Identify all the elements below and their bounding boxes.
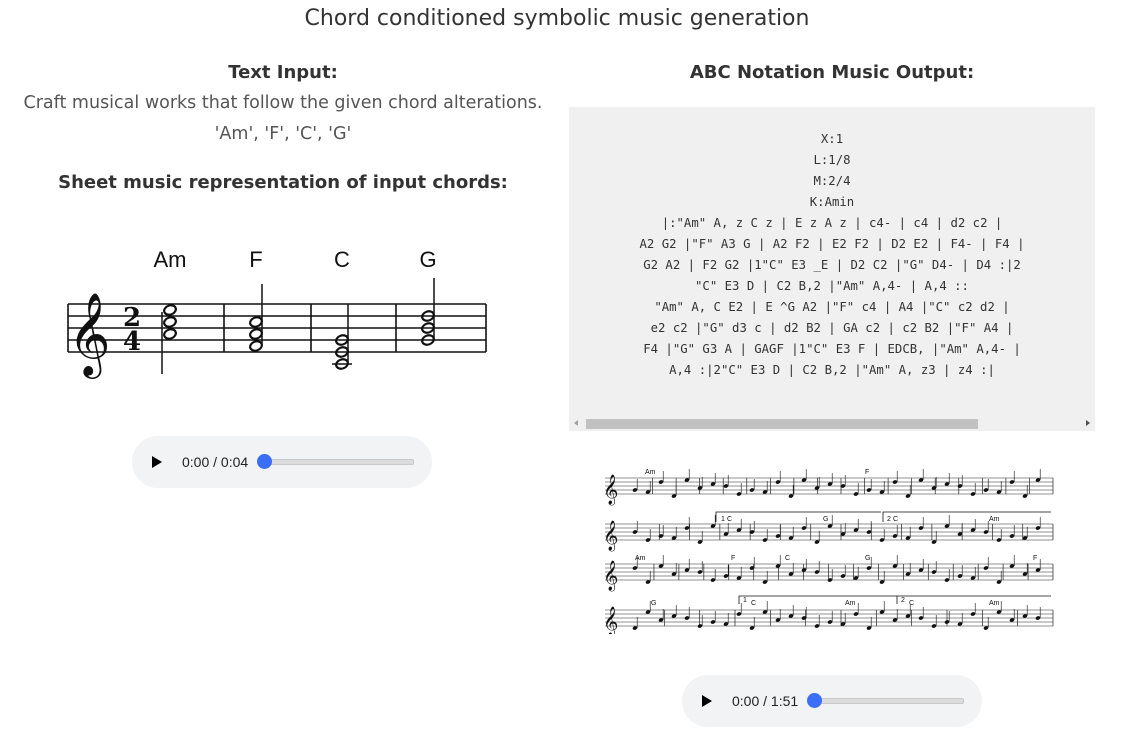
audio-time: 0:00 / 0:04 [182,454,249,470]
svg-text:2: 2 [901,597,905,604]
treble-clef-icon: 𝄞 [603,561,619,591]
treble-clef-icon: 𝄞 [603,475,619,505]
scrollbar-thumb[interactable] [586,419,978,429]
svg-text:G: G [823,516,829,523]
svg-text:F: F [1033,555,1038,562]
treble-clef-icon: 𝄞 [603,521,619,551]
treble-clef-icon: 𝄞 [68,291,111,375]
chord-symbol-3: C [334,247,350,272]
svg-text:Am: Am [845,600,856,607]
output-sheet-music [601,464,1061,634]
svg-text:C: C [751,600,757,607]
svg-text:1: 1 [743,597,747,604]
play-icon[interactable] [702,695,712,707]
svg-text:Am: Am [635,555,646,562]
input-audio-player [132,436,432,488]
scroll-right-arrow-icon[interactable] [1086,420,1090,426]
svg-text:Am: Am [989,516,1000,523]
chord-symbol-4: G [419,247,437,272]
svg-text:4: 4 [122,327,142,357]
svg-text:1: 1 [721,516,725,523]
svg-text:C: C [909,600,915,607]
svg-text:2: 2 [887,516,891,523]
seek-thumb[interactable] [807,693,822,708]
abc-notation-box[interactable] [569,107,1095,431]
chord-symbol-2: F [249,247,263,272]
svg-text:Am: Am [645,469,656,476]
svg-text:Am: Am [989,600,1000,607]
audio-seek-slider[interactable] [262,459,414,465]
seek-thumb[interactable] [257,454,272,469]
audio-time: 0:00 / 1:51 [732,693,799,709]
svg-text:C: C [893,516,899,523]
play-icon[interactable] [152,456,162,468]
svg-text:F: F [731,555,736,562]
input-sheet-music [56,228,508,398]
svg-text:G: G [651,600,657,607]
treble-clef-icon: 𝄞 [603,607,619,634]
output-audio-player [682,675,982,727]
chord-symbol-1: Am [153,247,187,272]
abc-output-heading: ABC Notation Music Output: [689,62,975,83]
sheet-music-heading: Sheet music representation of input chords: [58,172,508,193]
audio-seek-slider[interactable] [812,698,964,704]
horizontal-scrollbar[interactable] [569,415,1095,431]
svg-text:C: C [727,516,733,523]
instruction-text: Craft musical works that follow the given chord alterations. [23,93,543,113]
abc-notation-text: X:1 L:1/8 M:2/4 K:Amin |:"Am" A, z C z | E z A z | c4- | c4 | d2 c2 | A2 G2 |"F" A3 G | A2 F2 | E2 F2 | D2 E2 | F4- | F4 | G2 A2 | F2 G2 |1"C" E3 _E | D2 C2 |"G" D4- | D4 :|2 "C" E3 D | C2 B,2 |"Am" A,4- | A,4 :: "Am" A, C E2 | E ^G A2 |"F" c4 | A4 |"C" c2 d2 | e2 c2 |"G" d3 c | d2 B2 | GA c2 | c2 B2 |"F" A4 | F4 |"G" G3 A | GAGF |1"C" E3 F | EDCB, |"Am" A,4- | A,4 :|2"C" E3 D | C2 B,2 |"Am" A, z3 | z4 :| [639,132,1025,377]
svg-text:F: F [865,469,870,476]
scroll-left-arrow-icon[interactable] [574,420,578,426]
svg-text:2: 2 [122,303,142,333]
svg-text:G: G [865,555,871,562]
svg-text:C: C [785,555,791,562]
chords-text: 'Am', 'F', 'C', 'G' [214,124,352,144]
text-input-heading: Text Input: [228,62,338,83]
page-title: Chord conditioned symbolic music generation [304,6,810,31]
